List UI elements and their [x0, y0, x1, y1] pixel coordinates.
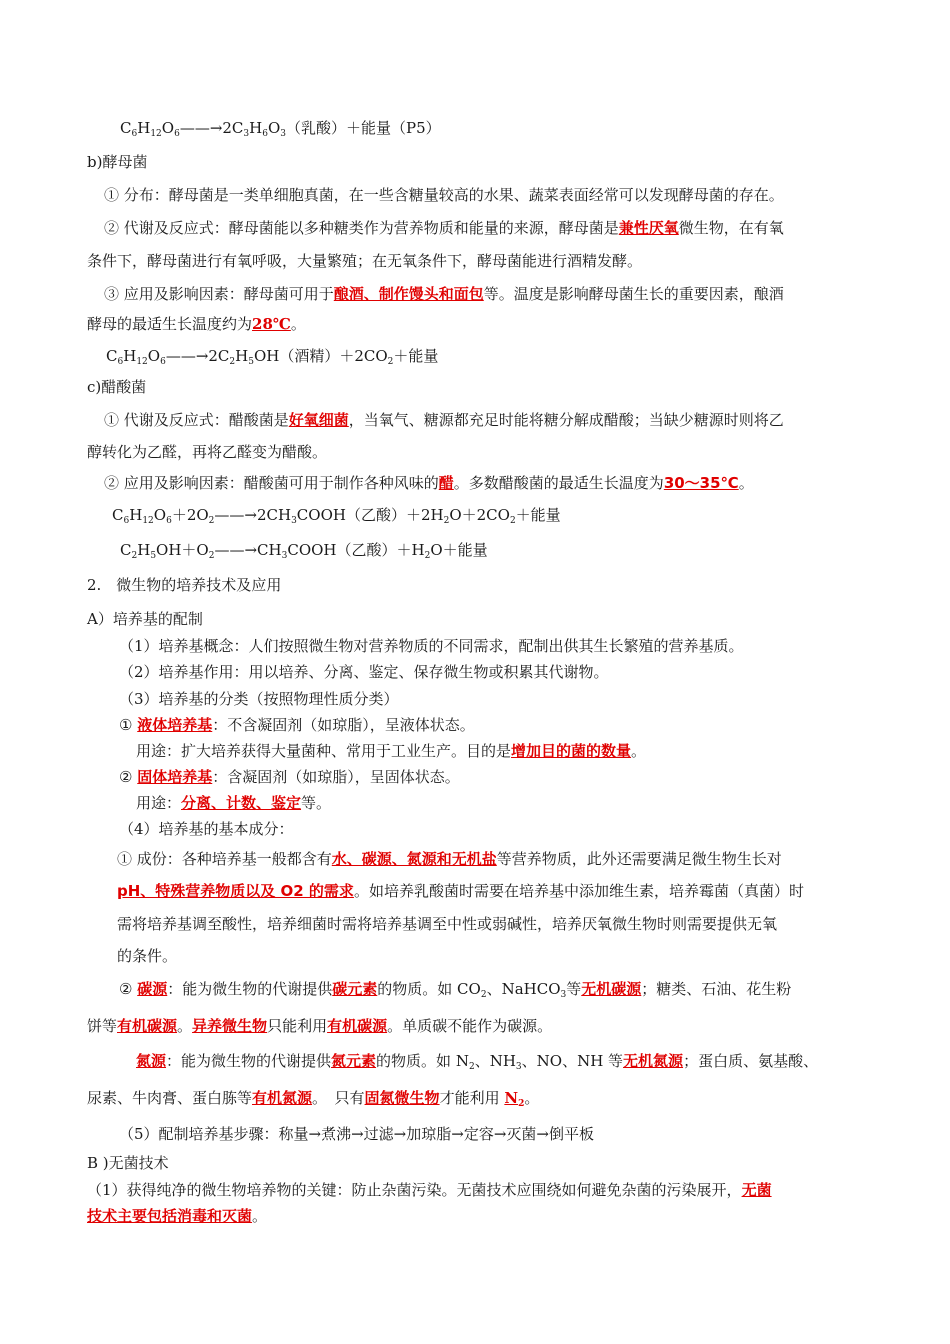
- highlight-carbon-source: 碳源: [137, 980, 168, 998]
- yeast-application-line2: 酵母的最适生长温度约为28℃。: [87, 315, 306, 333]
- carbon-source-line1: ② 碳源：能为微生物的代谢提供碳元素的物质。如 $CO_2$、NaHCO$_3$等无机碳源；糖类、石油、花生粉: [119, 980, 792, 1000]
- solid-medium: ② 固体培养基：含凝固剂（如琼脂），呈固体状态。: [119, 768, 460, 786]
- highlight-nitrogen-fixer: 固氮微生物: [364, 1089, 440, 1107]
- sterile-line2: 技术主要包括消毒和灭菌。: [87, 1207, 268, 1225]
- highlight-liquid-medium: 液体培养基: [137, 716, 213, 734]
- acetic-heading: c)醋酸菌: [87, 378, 147, 396]
- nitrogen-source-line1: 氮源：能为微生物的代谢提供氮元素的物质。如 $N_2$、$NH_3$、NO、NH 等无机氮源；蛋白质、氨基酸、: [136, 1052, 819, 1072]
- medium-classification: （3）培养基的分类（按照物理性质分类）: [119, 690, 399, 708]
- yeast-distribution: ① 分布：酵母菌是一类单细胞真菌，在一些含糖量较高的水果、蔬菜表面经常可以发现酵母菌的存在。: [104, 186, 784, 204]
- medium-heading: A）培养基的配制: [87, 610, 203, 628]
- sterile-line1: （1）获得纯净的微生物培养物的关键：防止杂菌污染。无菌技术应围绕如何避免杂菌的污染展开，无菌: [87, 1181, 772, 1199]
- highlight-nitrogen-source: 氮源: [136, 1052, 167, 1070]
- highlight-special-needs: pH、特殊营养物质以及 O2 的需求: [117, 882, 354, 900]
- highlight-inorganic-carbon: 无机碳源: [581, 980, 642, 998]
- components-line3: 需将培养基调至酸性，培养细菌时需将培养基调至中性或弱碱性，培养厌氧微生物时则需要提供无氧: [117, 915, 778, 933]
- components-line4: 的条件。: [117, 947, 178, 965]
- highlight-yeast-temp: 28℃: [252, 315, 291, 333]
- ethanol-equation: $C_6H_{12}O_6——\to 2C_2H_5OH$（酒精）$+2CO_2+$能量: [106, 347, 439, 367]
- acetic-metabolism-line2: 醇转化为乙醛，再将乙醛变为醋酸。: [87, 443, 328, 461]
- medium-function: （2）培养基作用：用以培养、分离、鉴定、保存微生物或积累其代谢物。: [119, 663, 609, 681]
- highlight-facultative-anaerobe: 兼性厌氧: [618, 219, 679, 237]
- medium-components: （4）培养基的基本成分：: [119, 820, 294, 838]
- yeast-metabolism-line1: ② 代谢及反应式：酵母菌能以多种糖类作为营养物质和能量的来源，酵母菌是兼性厌氧微生物，在有氧: [104, 219, 784, 237]
- carbon-source-line2: 饼等有机碳源。异养微生物只能利用有机碳源。单质碳不能作为碳源。: [87, 1017, 553, 1035]
- highlight-yeast-uses: 酿酒、制作馒头和面包: [333, 285, 484, 303]
- acetic-application: ② 应用及影响因素：醋酸菌可用于制作各种风味的醋。多数醋酸菌的最适生长温度为30～35℃。: [104, 474, 754, 492]
- liquid-medium-use: 用途：扩大培养获得大量菌种、常用于工业生产。目的是增加目的菌的数量。: [136, 742, 647, 760]
- yeast-heading: b)酵母菌: [87, 153, 148, 171]
- highlight-nutrients: 水、碳源、氮源和无机盐: [331, 850, 497, 868]
- section-title: 2. 微生物的培养技术及应用: [87, 576, 282, 594]
- lactic-acid-equation: $C_6H_{12}O_6——\to 2C_3H_6O_3$（乳酸）＋能量（P5）: [120, 119, 441, 139]
- highlight-sterile-a: 无菌: [741, 1181, 772, 1199]
- solid-medium-use: 用途：分离、计数、鉴定等。: [136, 794, 332, 812]
- highlight-organic-carbon-2: 有机碳源: [327, 1017, 388, 1035]
- yeast-application-line1: ③ 应用及影响因素：酵母菌可用于酿酒、制作馒头和面包等。温度是影响酵母菌生长的重要因素，酿酒: [104, 285, 784, 303]
- medium-concept: （1）培养基概念：人们按照微生物对营养物质的不同需求，配制出供其生长繁殖的营养基质。: [119, 637, 744, 655]
- highlight-increase-target: 增加目的菌的数量: [511, 742, 632, 760]
- highlight-acetic-temp: 30～35℃: [663, 474, 739, 492]
- nitrogen-source-line2: 尿素、牛肉膏、蛋白胨等有机氮源。 只有固氮微生物才能利用 $N_2$。: [87, 1089, 540, 1109]
- highlight-vinegar: 醋: [438, 474, 454, 492]
- preparation-steps: （5）配制培养基步骤：称量→煮沸→过滤→加琼脂→定容→灭菌→倒平板: [119, 1125, 594, 1143]
- components-line2: pH、特殊营养物质以及 O2 的需求。如培养乳酸菌时需要在培养基中添加维生素，培养霉菌（真菌）时: [117, 882, 804, 900]
- yeast-metabolism-line2: 条件下，酵母菌进行有氧呼吸，大量繁殖；在无氧条件下，酵母菌能进行酒精发酵。: [87, 252, 643, 270]
- sterile-heading: B )无菌技术: [87, 1154, 169, 1172]
- highlight-nitrogen-element: 氮元素: [331, 1052, 377, 1070]
- acetic-metabolism-line1: ① 代谢及反应式：醋酸菌是好氧细菌，当氧气、糖源都充足时能将糖分解成醋酸；当缺少糖源时则将乙: [104, 411, 784, 429]
- highlight-aerobic-bacteria: 好氧细菌: [288, 411, 349, 429]
- components-line1: ① 成份：各种培养基一般都含有水、碳源、氮源和无机盐等营养物质，此外还需要满足微生物生长对: [117, 850, 782, 868]
- highlight-organic-carbon: 有机碳源: [117, 1017, 178, 1035]
- highlight-separation-uses: 分离、计数、鉴定: [181, 794, 302, 812]
- highlight-solid-medium: 固体培养基: [137, 768, 213, 786]
- highlight-sterile-b: 技术主要包括消毒和灭菌: [87, 1207, 253, 1225]
- highlight-n2: $N_2$: [504, 1089, 525, 1109]
- liquid-medium: ① 液体培养基：不含凝固剂（如琼脂），呈液体状态。: [119, 716, 475, 734]
- acetic-equation-ethanol: $C_2H_5OH+O_2——\to CH_3COOH$（乙酸）$+H_2O+$能量: [120, 541, 488, 561]
- highlight-inorganic-nitrogen: 无机氮源: [623, 1052, 684, 1070]
- acetic-equation-sugar: $C_6H_{12}O_6+2O_2——\to 2CH_3COOH$（乙酸）$+2H_2O+2CO_2+$能量: [112, 506, 561, 526]
- highlight-organic-nitrogen: 有机氮源: [252, 1089, 313, 1107]
- highlight-carbon-element: 碳元素: [332, 980, 378, 998]
- highlight-heterotroph: 异养微生物: [192, 1017, 268, 1035]
